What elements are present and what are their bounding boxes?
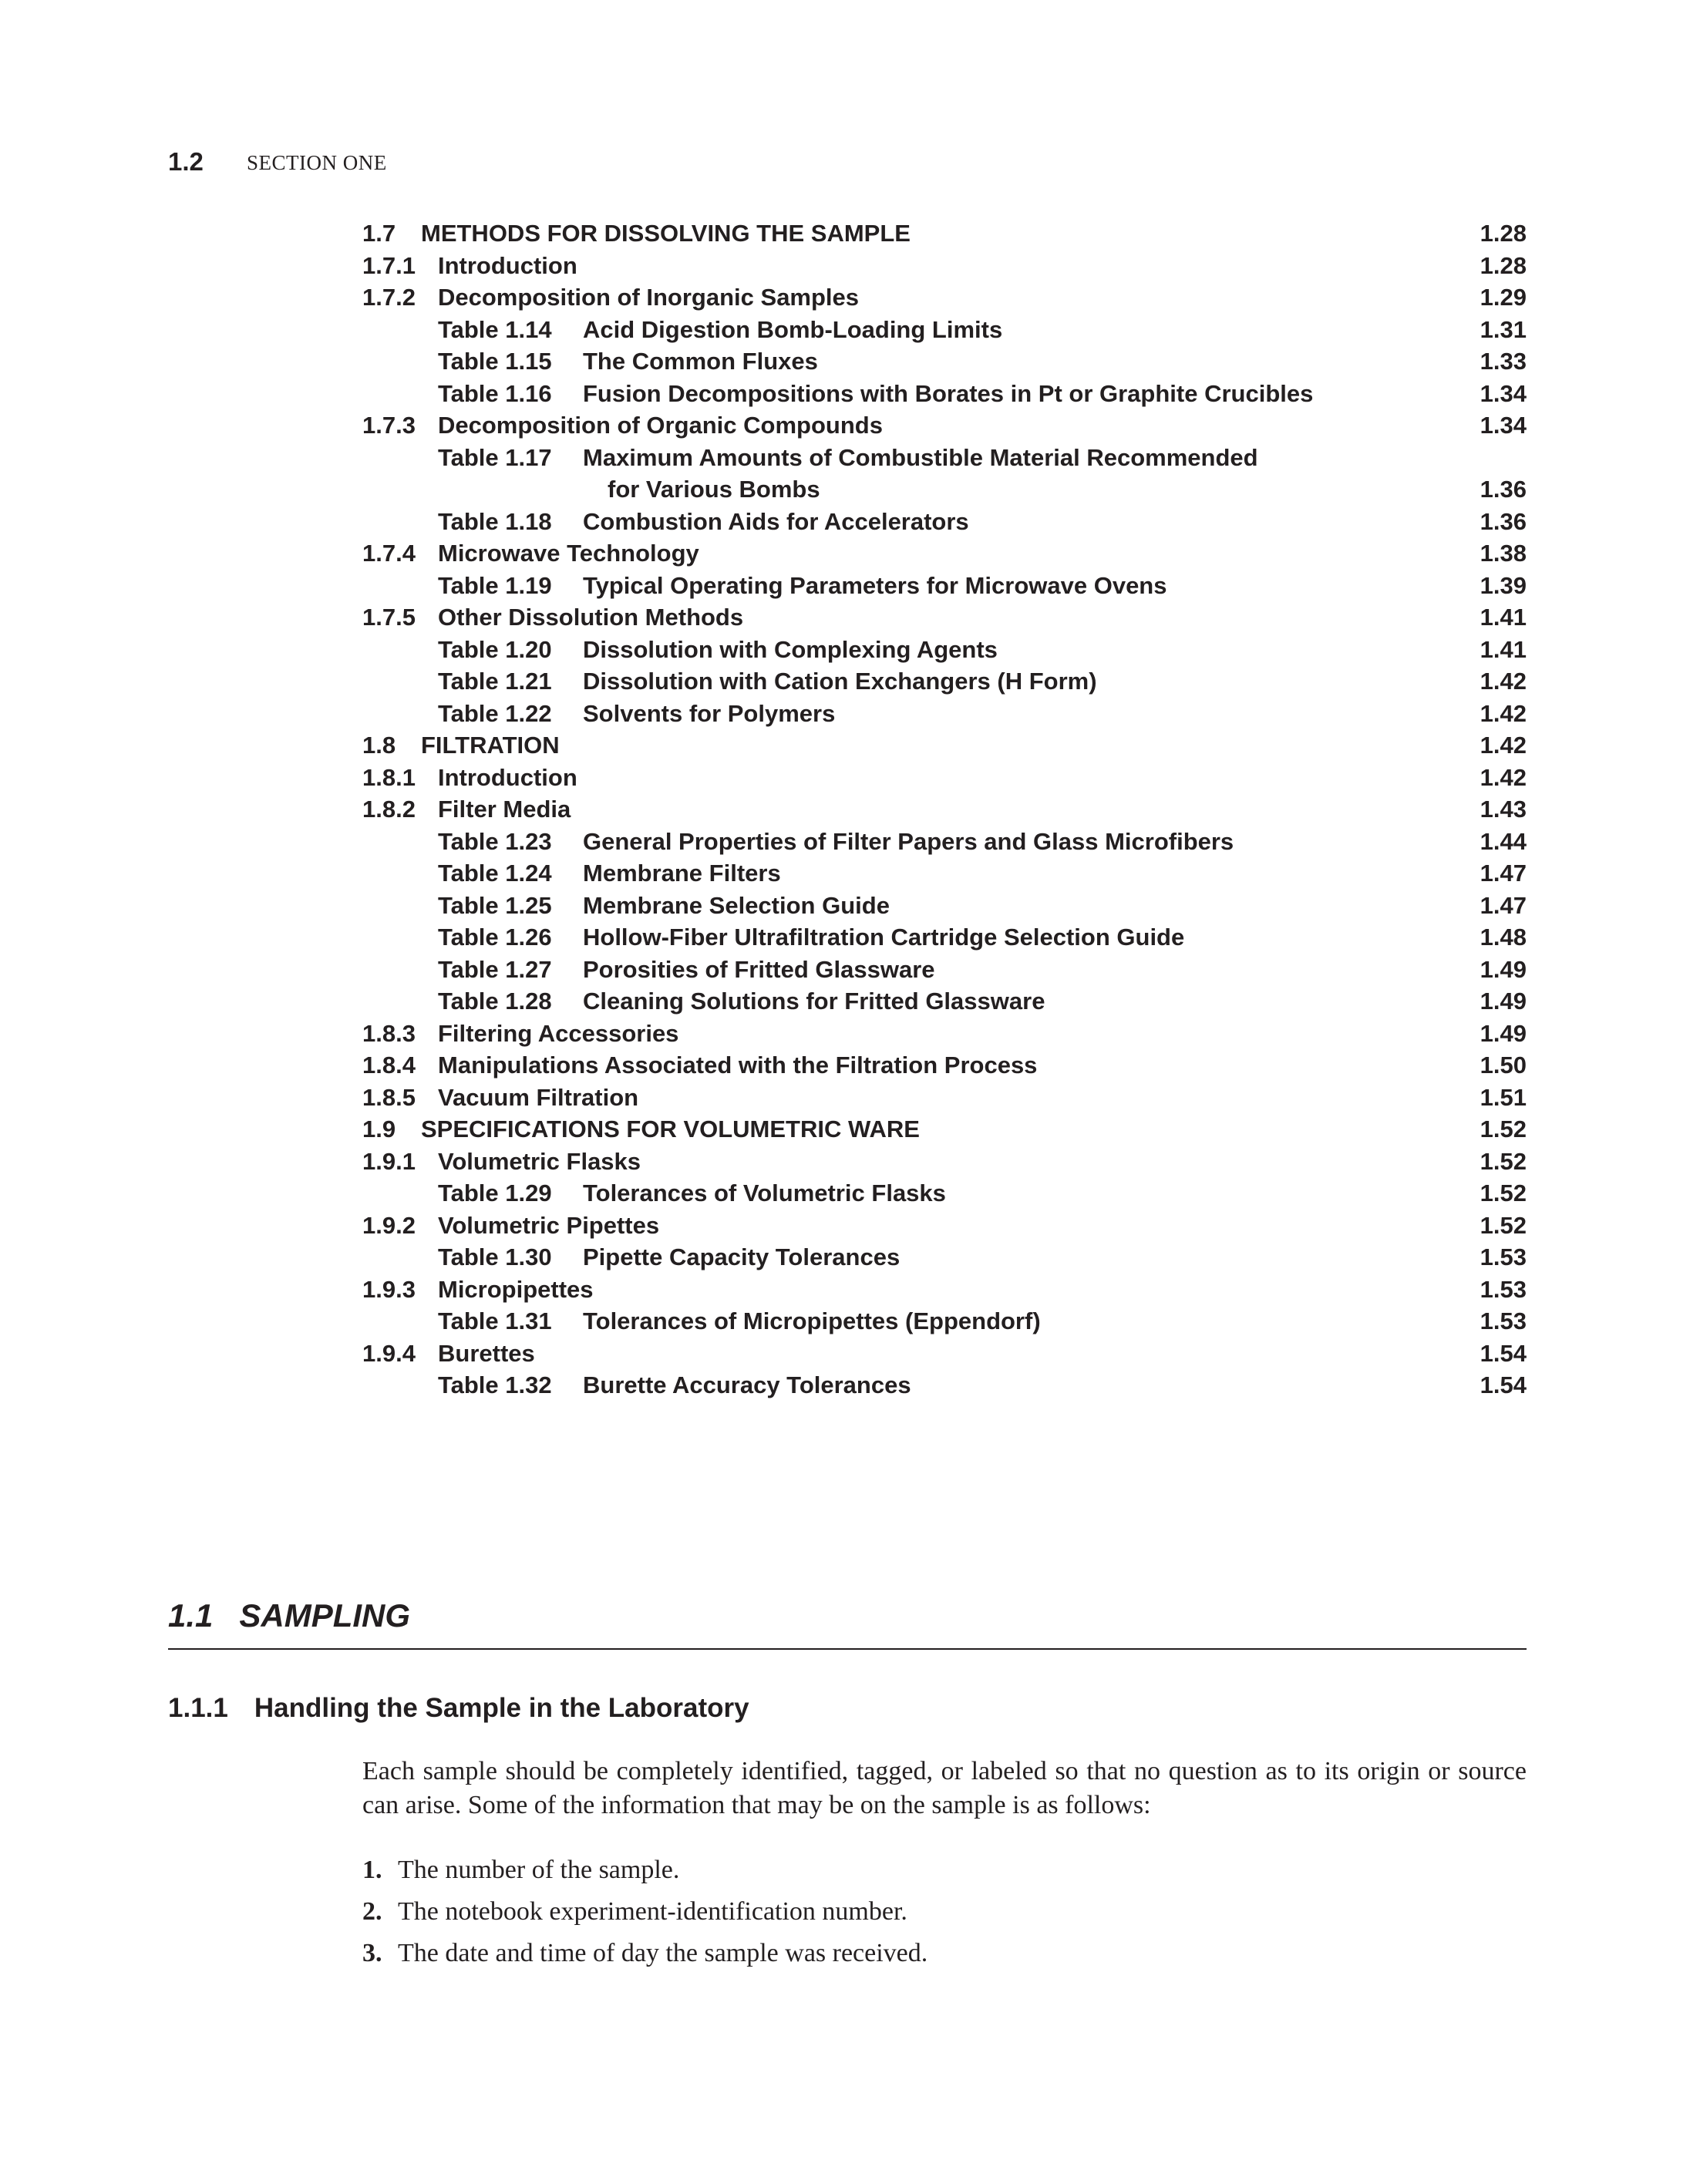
toc-entry-page: 1.52 bbox=[1480, 1116, 1527, 1142]
toc-entry-page: 1.50 bbox=[1480, 1052, 1527, 1079]
body-paragraph: Each sample should be completely identified, tagged, or labeled so that no question as to its origin or source can arise. Some of the information that may be on the sample is as follows: bbox=[362, 1757, 1527, 1819]
toc-entry bbox=[362, 537, 1527, 570]
toc-entry-number: 1.7.3 bbox=[362, 412, 416, 439]
toc-entry-page: 1.34 bbox=[1480, 412, 1527, 439]
toc-entry bbox=[362, 250, 1527, 282]
toc-entry-title: Typical Operating Parameters for Microwave Ovens bbox=[583, 571, 1167, 599]
toc-entry-title: Membrane Selection Guide bbox=[583, 891, 890, 919]
toc-entry-title: Maximum Amounts of Combustible Material Recommended bbox=[583, 443, 1258, 471]
toc-entry bbox=[362, 634, 1527, 666]
toc-entry bbox=[362, 473, 1527, 506]
toc-entry-number: Table 1.32 bbox=[438, 1371, 552, 1398]
toc-entry bbox=[362, 954, 1527, 986]
toc-entry bbox=[362, 345, 1527, 378]
toc-entry-page: 1.53 bbox=[1480, 1307, 1527, 1334]
toc-entry-title: for Various Bombs bbox=[608, 476, 820, 503]
toc-entry bbox=[362, 1146, 1527, 1178]
toc-entry-number: 1.7.2 bbox=[362, 284, 416, 311]
toc-entry-page: 1.38 bbox=[1480, 540, 1527, 567]
toc-entry bbox=[362, 1241, 1527, 1274]
toc-entry-page: 1.53 bbox=[1480, 1243, 1527, 1270]
list-item bbox=[362, 1895, 1527, 1937]
toc-entry bbox=[362, 217, 1527, 250]
toc-entry-number: Table 1.16 bbox=[438, 379, 552, 407]
toc-entry bbox=[362, 1305, 1527, 1338]
toc-entry bbox=[362, 314, 1527, 346]
toc-entry-number: 1.7.5 bbox=[362, 604, 416, 631]
toc-entry-number: Table 1.17 bbox=[438, 443, 552, 471]
list-item bbox=[362, 1853, 1527, 1895]
toc-entry bbox=[362, 985, 1527, 1018]
toc-entry-page: 1.54 bbox=[1480, 1339, 1527, 1367]
toc-entry-title: Micropipettes bbox=[438, 1275, 594, 1303]
toc-entry bbox=[362, 890, 1527, 922]
toc-entry bbox=[362, 1113, 1527, 1146]
list-item-number: 1. bbox=[362, 1856, 382, 1884]
toc-entry bbox=[362, 1018, 1527, 1050]
toc-entry-title: Hollow-Fiber Ultrafiltration Cartridge Selection Guide bbox=[583, 924, 1185, 951]
subsection-title: Handling the Sample in the Laboratory bbox=[254, 1693, 749, 1723]
toc-entry bbox=[362, 601, 1527, 634]
toc-entry-number: 1.9.2 bbox=[362, 1211, 416, 1239]
toc-entry-title: Cleaning Solutions for Fritted Glassware bbox=[583, 988, 1045, 1015]
list-item-text: The notebook experiment-identification number. bbox=[398, 1897, 907, 1926]
page-number: 1.2 bbox=[168, 147, 204, 176]
toc-entry-number: 1.7.4 bbox=[362, 540, 416, 567]
toc-entry-page: 1.49 bbox=[1480, 1019, 1527, 1047]
toc-entry-number: 1.8.3 bbox=[362, 1019, 416, 1047]
list-item-number: 3. bbox=[362, 1939, 382, 1967]
toc-entry bbox=[362, 1274, 1527, 1306]
toc-entry-number: Table 1.23 bbox=[438, 827, 552, 855]
toc-entry bbox=[362, 1369, 1527, 1402]
heading-rule bbox=[168, 1648, 1527, 1650]
toc-entry-number: 1.9.1 bbox=[362, 1147, 416, 1175]
toc-entry-number: 1.8.1 bbox=[362, 763, 416, 791]
toc-entry bbox=[362, 1082, 1527, 1114]
toc-entry-page: 1.44 bbox=[1480, 827, 1527, 855]
toc-entry-page: 1.47 bbox=[1480, 860, 1527, 887]
subsection-heading bbox=[168, 1693, 749, 1724]
toc-entry-number: 1.9 bbox=[362, 1116, 396, 1142]
section-label: SECTION ONE bbox=[247, 151, 387, 174]
section-heading bbox=[168, 1597, 410, 1634]
toc-entry-page: 1.42 bbox=[1480, 763, 1527, 791]
toc-entry bbox=[362, 857, 1527, 890]
toc-entry bbox=[362, 1210, 1527, 1242]
toc-entry-number: Table 1.19 bbox=[438, 571, 552, 599]
section-title: SAMPLING bbox=[239, 1597, 411, 1634]
toc-entry bbox=[362, 826, 1527, 858]
toc-entry-number: Table 1.27 bbox=[438, 955, 552, 983]
toc-entry-page: 1.42 bbox=[1480, 668, 1527, 695]
toc-entry-title: Volumetric Pipettes bbox=[438, 1211, 660, 1239]
toc-entry-title: Other Dissolution Methods bbox=[438, 604, 744, 631]
toc-entry-number: 1.8.2 bbox=[362, 796, 416, 823]
toc-entry bbox=[362, 762, 1527, 794]
toc-entry-page: 1.33 bbox=[1480, 348, 1527, 375]
toc-entry bbox=[362, 793, 1527, 826]
toc-entry-number: Table 1.29 bbox=[438, 1179, 552, 1206]
toc-entry-title: FILTRATION bbox=[421, 732, 560, 759]
toc-entry-title: Dissolution with Cation Exchangers (H Form) bbox=[583, 668, 1097, 695]
toc-entry-title: Decomposition of Inorganic Samples bbox=[438, 284, 860, 311]
toc-entry bbox=[362, 1338, 1527, 1370]
toc-entry-number: Table 1.18 bbox=[438, 507, 552, 535]
toc-entry-number: Table 1.28 bbox=[438, 988, 552, 1015]
toc-entry-number: Table 1.21 bbox=[438, 668, 552, 695]
toc-entry-page: 1.29 bbox=[1480, 284, 1527, 311]
toc-entry-number: 1.8.5 bbox=[362, 1083, 416, 1111]
toc-entry-page: 1.47 bbox=[1480, 891, 1527, 919]
toc-entry-number: Table 1.25 bbox=[438, 891, 552, 919]
toc-entry-number: Table 1.30 bbox=[438, 1243, 552, 1270]
toc-entry bbox=[362, 570, 1527, 602]
toc-entry-title: Microwave Technology bbox=[438, 540, 699, 567]
numbered-list bbox=[362, 1853, 1527, 1978]
toc-entry-title: Membrane Filters bbox=[583, 860, 781, 887]
toc-entry bbox=[362, 409, 1527, 442]
toc-entry-title: Burettes bbox=[438, 1339, 535, 1367]
toc-entry-number: Table 1.22 bbox=[438, 699, 552, 727]
toc-entry-page: 1.52 bbox=[1480, 1179, 1527, 1206]
toc-entry-title: Solvents for Polymers bbox=[583, 699, 836, 727]
list-item bbox=[362, 1937, 1527, 1978]
toc-entry-title: Decomposition of Organic Compounds bbox=[438, 412, 883, 439]
toc-entry-page: 1.54 bbox=[1480, 1371, 1527, 1398]
toc-entry-number: Table 1.14 bbox=[438, 315, 552, 343]
toc-entry bbox=[362, 1177, 1527, 1210]
toc-entry-page: 1.42 bbox=[1480, 732, 1527, 759]
toc-entry-page: 1.41 bbox=[1480, 635, 1527, 663]
toc-entry-page: 1.36 bbox=[1480, 476, 1527, 503]
toc-entry-title: Vacuum Filtration bbox=[438, 1083, 639, 1111]
toc-entry-title: Manipulations Associated with the Filtration Process bbox=[438, 1052, 1038, 1079]
toc-entry-number: Table 1.26 bbox=[438, 924, 552, 951]
toc-entry-number: Table 1.24 bbox=[438, 860, 552, 887]
toc-entry bbox=[362, 1049, 1527, 1082]
toc-entry-title: Porosities of Fritted Glassware bbox=[583, 955, 935, 983]
toc-entry-title: Burette Accuracy Tolerances bbox=[583, 1371, 911, 1398]
toc-entry-title: The Common Fluxes bbox=[583, 348, 818, 375]
toc-entry-number: Table 1.31 bbox=[438, 1307, 552, 1334]
toc-entry bbox=[362, 378, 1527, 410]
toc-entry-number: 1.8.4 bbox=[362, 1052, 416, 1079]
toc-entry-title: Fusion Decompositions with Borates in Pt or Graphite Crucibles bbox=[583, 379, 1314, 407]
toc-entry-title: Volumetric Flasks bbox=[438, 1147, 641, 1175]
toc-entry-title: Filter Media bbox=[438, 796, 571, 823]
toc-entry-title: Introduction bbox=[438, 251, 577, 279]
toc-entry bbox=[362, 921, 1527, 954]
toc-entry-title: Combustion Aids for Accelerators bbox=[583, 507, 969, 535]
toc-entry-page: 1.28 bbox=[1480, 220, 1527, 247]
toc-entry-title: Introduction bbox=[438, 763, 577, 791]
toc-entry-title: General Properties of Filter Papers and Glass Microfibers bbox=[583, 827, 1234, 855]
toc-entry bbox=[362, 729, 1527, 762]
toc-entry-title: Pipette Capacity Tolerances bbox=[583, 1243, 901, 1270]
toc-entry-page: 1.51 bbox=[1480, 1083, 1527, 1111]
toc-entry bbox=[362, 665, 1527, 698]
toc-entry-number: Table 1.15 bbox=[438, 348, 552, 375]
toc-entry bbox=[362, 698, 1527, 730]
toc-entry bbox=[362, 281, 1527, 314]
toc-entry-title: METHODS FOR DISSOLVING THE SAMPLE bbox=[421, 220, 911, 247]
toc-entry-number: 1.7 bbox=[362, 220, 396, 247]
toc-entry-title: Tolerances of Volumetric Flasks bbox=[583, 1179, 946, 1206]
toc-entry-page: 1.52 bbox=[1480, 1147, 1527, 1175]
list-item-number: 2. bbox=[362, 1897, 382, 1926]
toc-entry-page: 1.36 bbox=[1480, 507, 1527, 535]
toc-entry-title: Tolerances of Micropipettes (Eppendorf) bbox=[583, 1307, 1041, 1334]
list-item-text: The date and time of day the sample was received. bbox=[398, 1939, 928, 1967]
toc-entry-title: Acid Digestion Bomb-Loading Limits bbox=[583, 315, 1003, 343]
toc-entry-page: 1.43 bbox=[1480, 796, 1527, 823]
toc-entry-title: SPECIFICATIONS FOR VOLUMETRIC WARE bbox=[421, 1116, 920, 1142]
toc-entry-page: 1.49 bbox=[1480, 988, 1527, 1015]
toc-entry-page: 1.48 bbox=[1480, 924, 1527, 951]
toc-entry bbox=[362, 506, 1527, 538]
toc-entry-number: 1.9.3 bbox=[362, 1275, 416, 1303]
toc-entry-page: 1.42 bbox=[1480, 699, 1527, 727]
toc-entry-page: 1.39 bbox=[1480, 571, 1527, 599]
toc-entry-page: 1.28 bbox=[1480, 251, 1527, 279]
toc-entry bbox=[362, 442, 1527, 474]
toc-entry-page: 1.34 bbox=[1480, 379, 1527, 407]
toc-entry-page: 1.49 bbox=[1480, 955, 1527, 983]
toc-entry-number: Table 1.20 bbox=[438, 635, 552, 663]
toc-entry-title: Dissolution with Complexing Agents bbox=[583, 635, 998, 663]
table-of-contents bbox=[362, 217, 1527, 1402]
section-number: 1.1 bbox=[168, 1597, 214, 1634]
list-item-text: The number of the sample. bbox=[398, 1856, 680, 1884]
toc-entry-number: 1.7.1 bbox=[362, 251, 416, 279]
toc-entry-number: 1.9.4 bbox=[362, 1339, 416, 1367]
toc-entry-page: 1.53 bbox=[1480, 1275, 1527, 1303]
toc-entry-number: 1.8 bbox=[362, 732, 396, 759]
toc-entry-page: 1.52 bbox=[1480, 1211, 1527, 1239]
toc-entry-page: 1.41 bbox=[1480, 604, 1527, 631]
toc-entry-title: Filtering Accessories bbox=[438, 1019, 679, 1047]
subsection-number: 1.1.1 bbox=[168, 1693, 228, 1723]
toc-entry-page: 1.31 bbox=[1480, 315, 1527, 343]
